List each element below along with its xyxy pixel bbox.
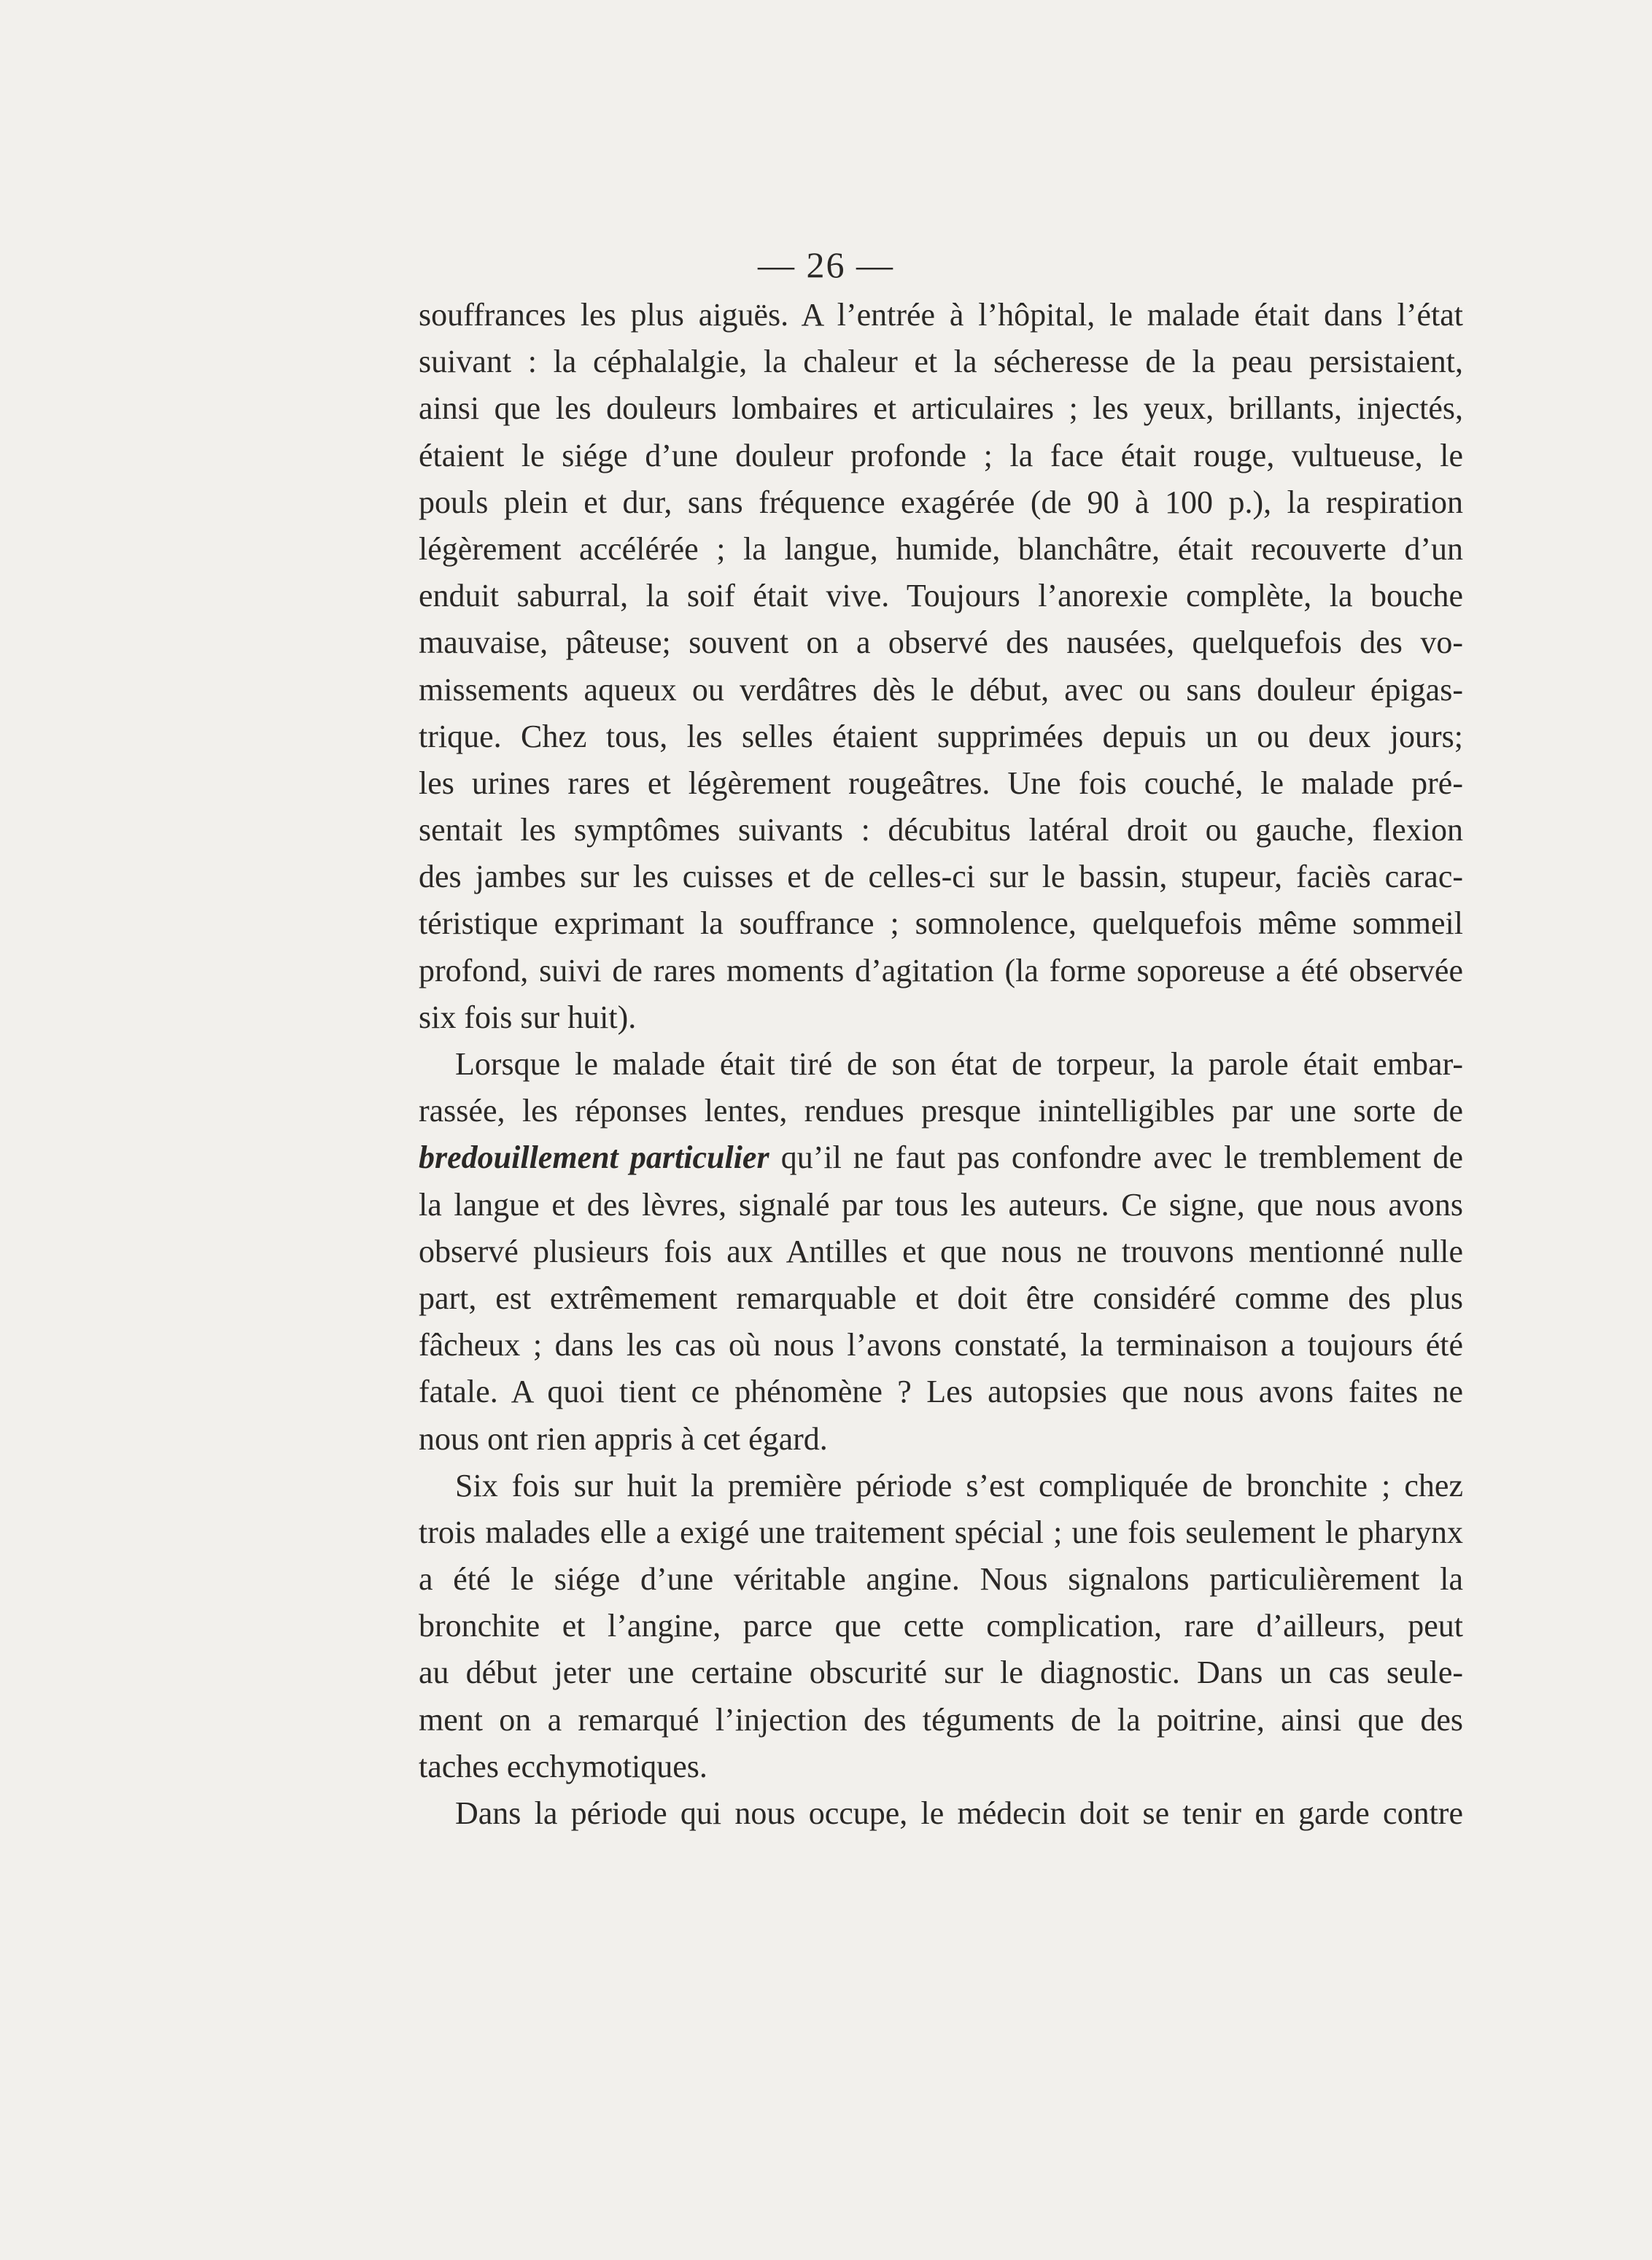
text-line: Lorsque le malade était tiré de son état de torpeur, la parole était embar- bbox=[455, 1046, 1463, 1082]
text-line: Six fois sur huit la première période s’est compliquée de bronchite ; chez bbox=[455, 1467, 1463, 1504]
text-line: Dans la période qui nous occupe, le médecin doit se tenir en garde contre bbox=[455, 1795, 1463, 1831]
text-line: ainsi que les douleurs lombaires et articulaires ; les yeux, brillants, injectés, bbox=[419, 390, 1463, 427]
text-line: des jambes sur les cuisses et de celles-ci sur le bassin, stupeur, faciès carac- bbox=[419, 859, 1463, 895]
text-line: nous ont rien appris à cet égard. bbox=[419, 1420, 828, 1457]
text-line: mauvaise, pâteuse; souvent on a observé des nausées, quelquefois des vo- bbox=[419, 624, 1463, 661]
text-line: souffrances les plus aiguës. A l’entrée à l’hôpital, le malade était dans l’état bbox=[419, 297, 1463, 333]
text-line: trique. Chez tous, les selles étaient supprimées depuis un ou deux jours; bbox=[419, 718, 1463, 754]
text-line: fâcheux ; dans les cas où nous l’avons constaté, la terminaison a toujours été bbox=[419, 1327, 1463, 1363]
text-line: observé plusieurs fois aux Antilles et que nous ne trouvons mentionné nulle bbox=[419, 1233, 1463, 1269]
text-line: la langue et des lèvres, signalé par tous les auteurs. Ce signe, que nous avons bbox=[419, 1186, 1463, 1223]
text-line: sentait les symptômes suivants : décubitus latéral droit ou gauche, flexion bbox=[419, 812, 1463, 848]
text-line: missements aqueux ou verdâtres dès le début, avec ou sans douleur épigas- bbox=[419, 671, 1463, 708]
text-line: ment on a remarqué l’injection des téguments de la poitrine, ainsi que des bbox=[419, 1701, 1463, 1738]
text-line: fatale. A quoi tient ce phénomène ? Les autopsies que nous avons faites ne bbox=[419, 1374, 1463, 1410]
italic-phrase: bredouillement particulier bbox=[419, 1139, 769, 1176]
text-line: les urines rares et légèrement rougeâtres. Une fois couché, le malade pré- bbox=[419, 765, 1463, 801]
text-line: trois malades elle a exigé une traitement spécial ; une fois seulement le pharynx bbox=[419, 1514, 1463, 1550]
text-line: suivant : la céphalalgie, la chaleur et la sécheresse de la peau persistaient, bbox=[419, 344, 1463, 380]
text-line: au début jeter une certaine obscurité sur le diagnostic. Dans un cas seule- bbox=[419, 1655, 1463, 1691]
text-line: rassée, les réponses lentes, rendues presque inintelligibles par une sorte de bbox=[419, 1093, 1463, 1129]
page-number: — 26 — bbox=[758, 244, 894, 285]
text-line: part, est extrêmement remarquable et doit être considéré comme des plus bbox=[419, 1280, 1463, 1316]
text-line: taches ecchymotiques. bbox=[419, 1748, 707, 1784]
paragraph-1 bbox=[419, 292, 1463, 1041]
text-line: a été le siége d’une véritable angine. Nous signalons particulièrement la bbox=[419, 1561, 1463, 1598]
paragraph-3 bbox=[419, 1463, 1463, 1790]
text-line: six fois sur huit). bbox=[419, 999, 637, 1035]
text-line: bronchite et l’angine, parce que cette complication, rare d’ailleurs, peut bbox=[419, 1608, 1463, 1644]
text-line: légèrement accélérée ; la langue, humide, blanchâtre, était recouverte d’un bbox=[419, 530, 1463, 567]
text-line: profond, suivi de rares moments d’agitation (la forme soporeuse a été observée bbox=[419, 952, 1463, 988]
paragraph-2 bbox=[419, 1041, 1463, 1463]
text-line: téristique exprimant la souffrance ; somnolence, quelquefois même sommeil bbox=[419, 905, 1463, 942]
text-line: pouls plein et dur, sans fréquence exagérée (de 90 à 100 p.), la respiration bbox=[419, 484, 1463, 520]
body-text bbox=[419, 292, 1463, 1837]
text-line: enduit saburral, la soif était vive. Toujours l’anorexie complète, la bouche bbox=[419, 578, 1463, 614]
text-line-with-italic: bredouillement particulier qu’il ne faut pas confondre avec le tremblement de bbox=[419, 1139, 1463, 1176]
text-line: étaient le siége d’une douleur profonde ; la face était rouge, vultueuse, le bbox=[419, 437, 1463, 473]
paragraph-4 bbox=[419, 1790, 1463, 1837]
